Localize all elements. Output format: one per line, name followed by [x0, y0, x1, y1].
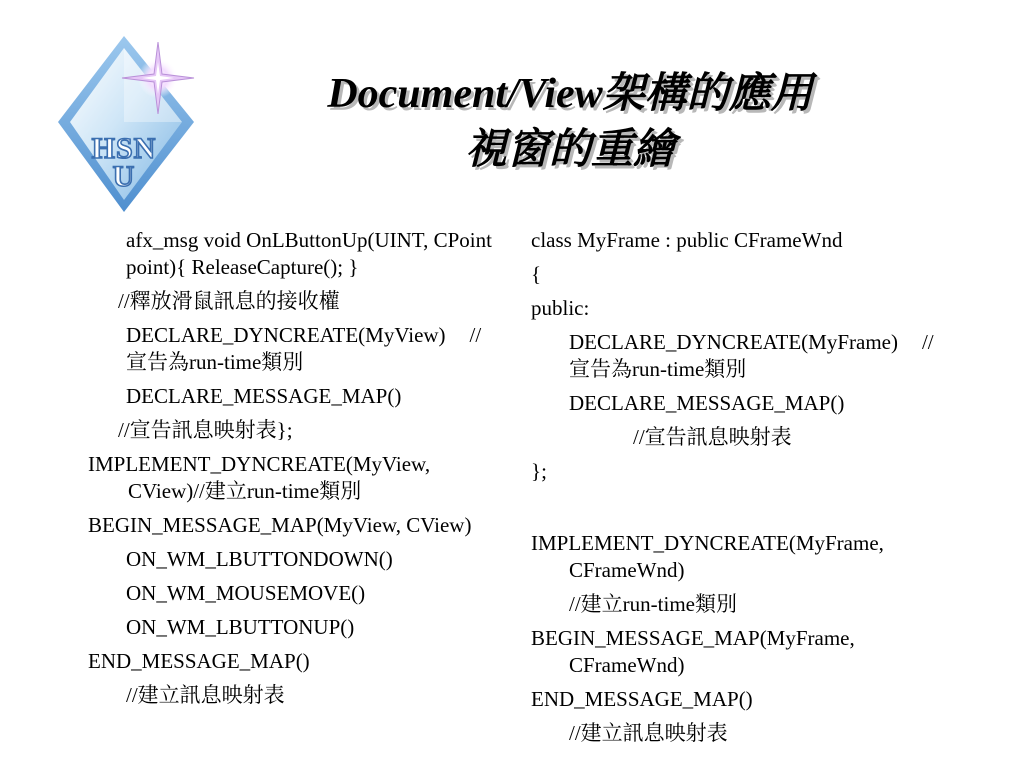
comment-line: //建立訊息映射表: [569, 721, 728, 745]
code-text: DECLARE_DYNCREATE(MyView): [126, 323, 446, 347]
comment-line: //宣告訊息映射表};: [118, 418, 293, 442]
right-code-column: [531, 227, 939, 754]
code-line: afx_msg void OnLButtonUp(UINT, CPoint point){ ReleaseCapture(); }: [126, 228, 492, 279]
code-line: [88, 322, 500, 376]
comment-line: //建立run-time類別: [569, 592, 737, 616]
comment-line: //建立訊息映射表: [126, 683, 285, 707]
code-line: ON_WM_LBUTTONUP(): [126, 615, 355, 639]
comment-line: //釋放滑鼠訊息的接收權: [118, 289, 340, 313]
comment-text: //宣告為run-time類別: [126, 323, 482, 374]
school-logo: [52, 30, 202, 220]
code-line: END_MESSAGE_MAP(): [88, 649, 310, 673]
code-line: IMPLEMENT_DYNCREATE(MyFrame, CFrameWnd): [531, 531, 884, 582]
code-line: };: [531, 459, 547, 483]
code-line: public:: [531, 296, 590, 320]
title-line-1: Document/View架構的應用: [327, 71, 813, 117]
diamond-sparkle-logo-icon: [52, 30, 202, 220]
title-line-2: 視窗的重繪: [464, 127, 675, 173]
spacer: [531, 492, 939, 530]
comment-line: //宣告訊息映射表: [633, 425, 792, 449]
svg-text:U: U: [112, 160, 136, 193]
code-line: DECLARE_MESSAGE_MAP(): [126, 384, 402, 408]
left-code-column: [88, 227, 500, 716]
svg-text:HSN: HSN: [91, 132, 157, 165]
comment-text: //宣告為run-time類別: [569, 330, 934, 381]
code-line: DECLARE_MESSAGE_MAP(): [569, 391, 845, 415]
code-line: END_MESSAGE_MAP(): [531, 687, 753, 711]
code-line: class MyFrame : public CFrameWnd: [531, 228, 843, 252]
code-line: {: [531, 262, 542, 286]
code-line: ON_WM_LBUTTONDOWN(): [126, 547, 393, 571]
slide-title: [210, 66, 930, 178]
code-line: ON_WM_MOUSEMOVE(): [126, 581, 366, 605]
code-line: BEGIN_MESSAGE_MAP(MyView, CView): [88, 513, 472, 537]
code-text: DECLARE_DYNCREATE(MyFrame): [569, 330, 898, 354]
code-line: [531, 329, 939, 383]
code-line: IMPLEMENT_DYNCREATE(MyView, CView)//建立run-time類別: [88, 452, 431, 503]
code-line: BEGIN_MESSAGE_MAP(MyFrame, CFrameWnd): [531, 626, 855, 677]
